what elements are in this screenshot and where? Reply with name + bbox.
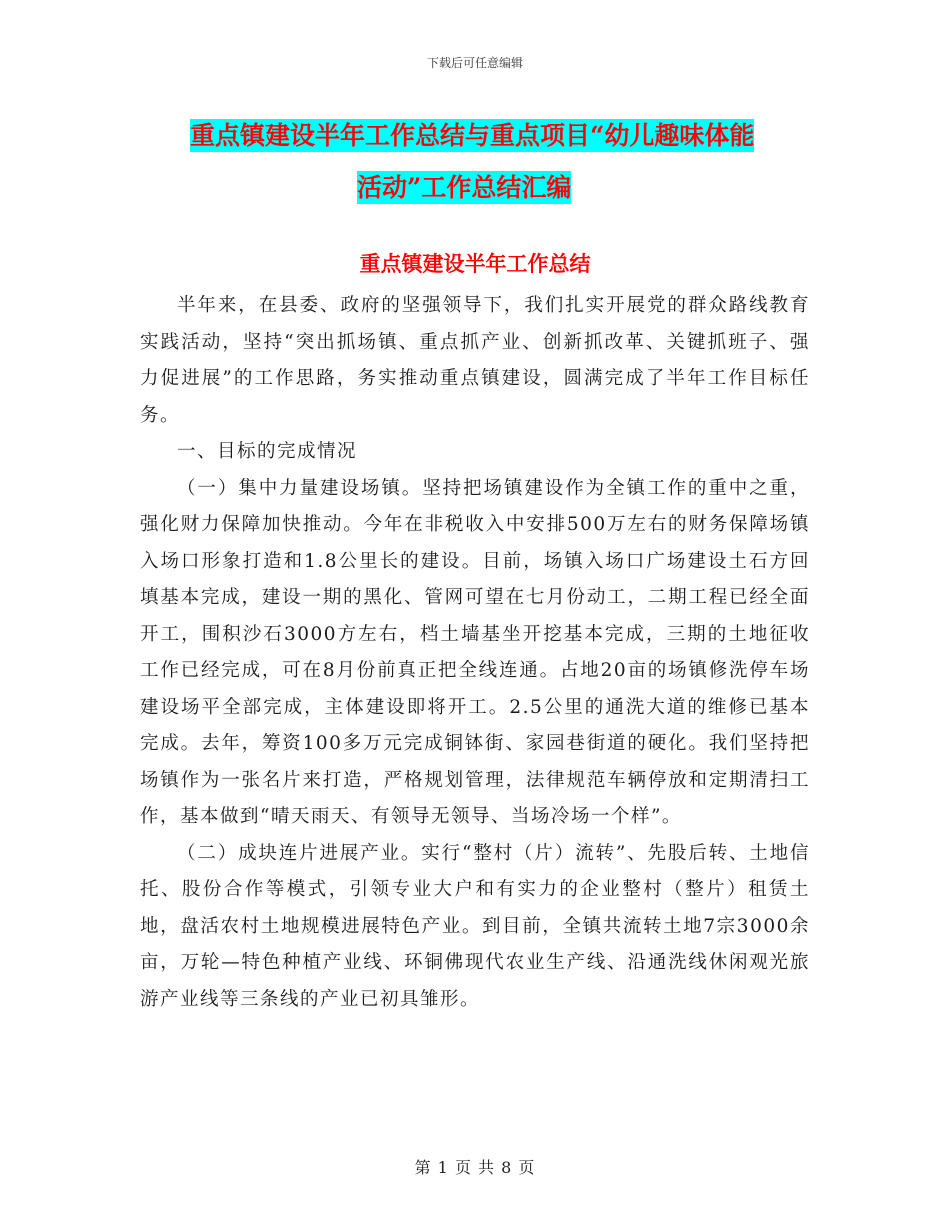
paragraph-town-construction: （一）集中力量建设场镇。坚持把场镇建设作为全镇工作的重中之重，强化财力保障加快推动。今年在非税收入中安排500万左右的财务保障场镇入场口形象打造和1.8公里长的建设。目前，场镇入场口广场建设土石方回填基本完成，建设一期的黑化、管网可望在七月份动工，二期工程已经全面开工，围积沙石3000方左右，档土墙基坐开挖基本完成，三期的土地征收工作已经完成，可在8月份前真正把全线连通。占地20亩的场镇修洗停车场建设场平全部完成，主体建设即将开工。2.5公里的通洗大道的维修已基本完成。去年，筹资100多万元完成铜钵街、家园巷街道的硬化。我们坚持把场镇作为一张名片来打造，严格规划管理，法律规范车辆停放和定期清扫工作，基本做到“晴天雨天、有领导无领导、当场冷场一个样”。 — [140, 477, 810, 827]
main-title-line-1 — [190, 110, 810, 162]
main-title — [190, 110, 810, 214]
paragraph-industry: （二）成块连片进展产业。实行“整村（片）流转”、先股后转、土地信托、股份合作等模式，引领专业大户和有实力的企业整村（整片）租赁土地，盘活农村土地规模进展特色产业。到目前，全镇共流转土地7宗3000余亩，万轮—特色种植产业线、环铜佛现代农业生产线、沿通洗线休闲观光旅游产业线等三条线的产业已初具雏形。 — [140, 842, 810, 1010]
header-note: 下载后可任意编辑 — [426, 56, 523, 70]
main-title-line-2 — [190, 162, 810, 214]
main-title-line-1-text: 重点镇建设半年工作总结与重点项目“幼儿趣味体能 — [190, 121, 755, 150]
paragraph-intro: 半年来，在县委、政府的坚强领导下，我们扎实开展党的群众路线教育实践活动，坚持“突出抓场镇、重点抓产业、创新抓改革、关键抓班子、强力促进展”的工作思路，务实推动重点镇建设，圆满完成了半年工作目标任务。 — [140, 295, 810, 426]
section-title: 重点镇建设半年工作总结 — [359, 251, 591, 276]
main-title-line-2-text: 活动”工作总结汇编 — [357, 173, 572, 202]
body-text — [140, 288, 810, 1018]
page-footer: 第 1 页 共 8 页 — [414, 1158, 536, 1177]
paragraph-heading-goals: 一、目标的完成情况 — [177, 441, 358, 462]
